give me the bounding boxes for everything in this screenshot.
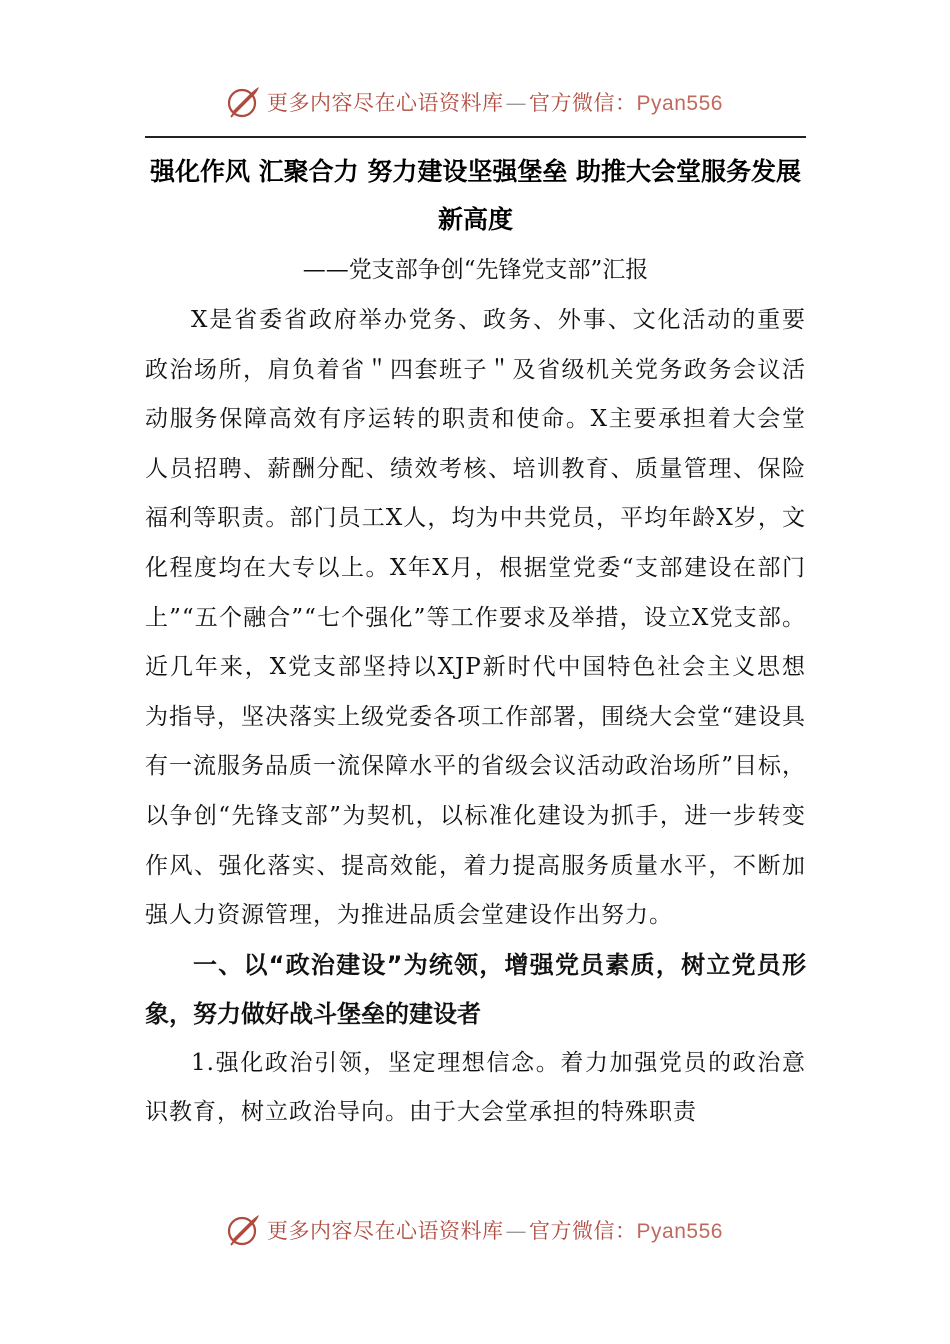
watermark-wechat-id: Pyan556 [636, 92, 723, 115]
document-title: 强化作风 汇聚合力 努力建设坚强堡垒 助推大会堂服务发展新高度 [149, 157, 802, 234]
section-1-paragraph: 1.强化政治引领，坚定理想信念。着力加强党员的政治意识教育，树立政治导向。由于大会堂承担的特殊职责 [145, 1049, 806, 1126]
watermark-site-text: 更多内容尽在心语资料库 [267, 1219, 504, 1243]
intro-paragraph: X是省委省政府举办党务、政务、外事、文化活动的重要政治场所，肩负着省＂四套班子＂及省级机关党务政务会议活动服务保障高效有序运转的职责和使命。X主要承担着大会堂人员招聘、薪酬分配、绩效考核、培训教育、质量管理、保险福利等职责。部门员工X人，均为中共党员，平均年龄X岁，文化程度均在大专以上。X年X月，根据堂党委“支部建设在部门上”“五个融合”“七个强化”等工作要求及举措，设立X党支部。近几年来，X党支部坚持以XJP新时代中国特色社会主义思想为指导，坚决落实上级党委各项工作部署，围绕大会堂“建设具有一流服务品质一流保障水平的省级会议活动政治场所”目标，以争创“先锋支部”为契机，以标准化建设为抓手，进一步转变作风、强化落实、提高效能，着力提高服务质量水平，不断加强人力资源管理，为推进品质会堂建设作出努力。 [145, 307, 806, 929]
watermark-banner-bottom [0, 1210, 950, 1250]
header-divider [145, 136, 806, 138]
section-1-heading: 一、以“政治建设”为统领，增强党员素质，树立党员形象，努力做好战斗堡垒的建设者 [145, 950, 806, 1028]
watermark-separator: — [505, 91, 528, 115]
quill-pen-logo-icon [227, 1213, 261, 1247]
document-body [145, 148, 806, 1138]
watermark-text [267, 1215, 723, 1245]
document-subtitle: ——党支部争创“先锋党支部”汇报 [302, 257, 649, 283]
watermark-banner-top [0, 82, 950, 122]
watermark-text [267, 87, 723, 117]
watermark-wechat-label: 官方微信： [529, 1219, 637, 1243]
watermark-site-text: 更多内容尽在心语资料库 [267, 91, 504, 115]
watermark-wechat-label: 官方微信： [529, 91, 637, 115]
quill-pen-logo-icon [227, 85, 261, 119]
watermark-separator: — [505, 1219, 528, 1243]
watermark-wechat-id: Pyan556 [636, 1220, 723, 1243]
